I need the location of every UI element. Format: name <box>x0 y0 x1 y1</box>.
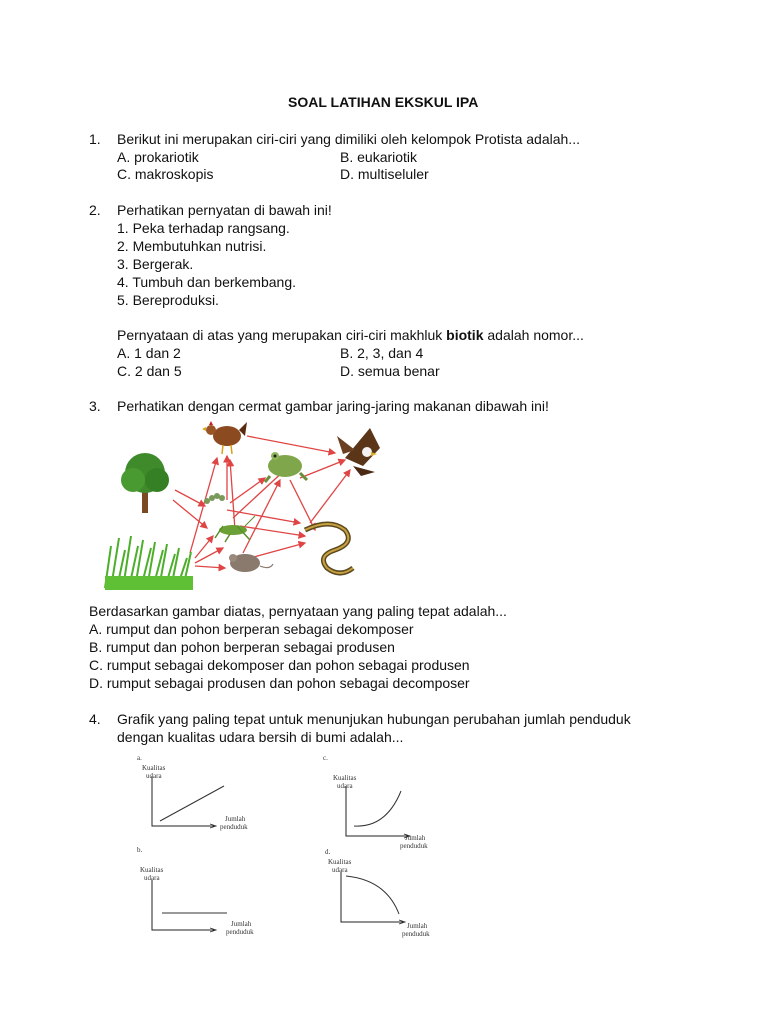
q3-option-c: C. rumput sebagai dekomposer dan pohon sebagai produsen <box>89 657 470 673</box>
q3-number: 3. <box>89 398 101 414</box>
food-web-arrows <box>173 436 350 568</box>
chicken-icon <box>202 421 247 454</box>
graph-b-letter: b. <box>137 846 143 854</box>
graph-b-xlabel: Jumlah penduduk <box>226 920 254 936</box>
q2-option-a: A. 1 dan 2 <box>117 345 181 361</box>
q2-option-c: C. 2 dan 5 <box>117 363 182 379</box>
graph-a-ylabel: Kualitas udara <box>142 764 166 780</box>
food-web-figure <box>105 418 415 593</box>
q1-option-a: A. prokariotik <box>117 149 199 165</box>
graph-c-letter: c. <box>323 754 328 762</box>
grass-icon <box>105 536 193 590</box>
graph-b-ylabel: Kualitas udara <box>140 866 164 882</box>
q3-option-b: B. rumput dan pohon berperan sebagai produsen <box>89 639 395 655</box>
q1-text: Berikut ini merupakan ciri-ciri yang dimiliki oleh kelompok Protista adalah... <box>117 131 580 147</box>
q2-number: 2. <box>89 202 101 218</box>
q3-question: Berdasarkan gambar diatas, pernyataan yang paling tepat adalah... <box>89 603 507 619</box>
q2-statement-4: 4. Tumbuh dan berkembang. <box>117 274 297 290</box>
q3-option-d: D. rumput sebagai produsen dan pohon sebagai decomposer <box>89 675 470 691</box>
q2-bold-word: biotik <box>446 327 484 343</box>
graph-a-xlabel: Jumlah penduduk <box>220 815 248 831</box>
grasshopper-icon <box>215 516 255 542</box>
graph-d-xlabel: Jumlah penduduk <box>402 922 430 938</box>
eagle-icon <box>337 428 380 476</box>
q1-option-c: C. makroskopis <box>117 166 214 182</box>
graph-d-letter: d. <box>325 848 331 856</box>
graph-c-xlabel: Jumlah penduduk <box>400 834 428 850</box>
q1-number: 1. <box>89 131 101 147</box>
graph-c <box>346 786 446 846</box>
q2-statement-5: 5. Bereproduksi. <box>117 292 219 308</box>
q2-option-d: D. semua benar <box>340 363 440 379</box>
q3-text: Perhatikan dengan cermat gambar jaring-jaring makanan dibawah ini! <box>117 398 549 414</box>
q1-option-b: B. eukariotik <box>340 149 418 165</box>
tree-icon <box>121 453 169 513</box>
q4-text-line2: dengan kualitas udara bersih di bumi adalah... <box>117 729 404 745</box>
q2-option-b: B. 2, 3, dan 4 <box>340 345 424 361</box>
q2-question: Pernyataan di atas yang merupakan ciri-ciri makhluk biotik adalah nomor... <box>117 327 584 343</box>
graph-d-ylabel: Kualitas udara <box>328 858 352 874</box>
q4-text-line1: Grafik yang paling tepat untuk menunjukan hubungan perubahan jumlah penduduk <box>117 711 631 727</box>
graph-a-letter: a. <box>137 754 142 762</box>
q3-option-a: A. rumput dan pohon berperan sebagai dekomposer <box>89 621 414 637</box>
q2-statement-3: 3. Bergerak. <box>117 256 194 272</box>
page-title: SOAL LATIHAN EKSKUL IPA <box>288 94 479 110</box>
q2-statement-1: 1. Peka terhadap rangsang. <box>117 220 290 236</box>
q2-intro: Perhatikan pernyatan di bawah ini! <box>117 202 332 218</box>
mouse-icon <box>229 554 273 572</box>
graph-c-ylabel: Kualitas udara <box>333 774 357 790</box>
q1-option-d: D. multiseluler <box>340 166 429 182</box>
q4-number: 4. <box>89 711 101 727</box>
q2-statement-2: 2. Membutuhkan nutrisi. <box>117 238 267 254</box>
